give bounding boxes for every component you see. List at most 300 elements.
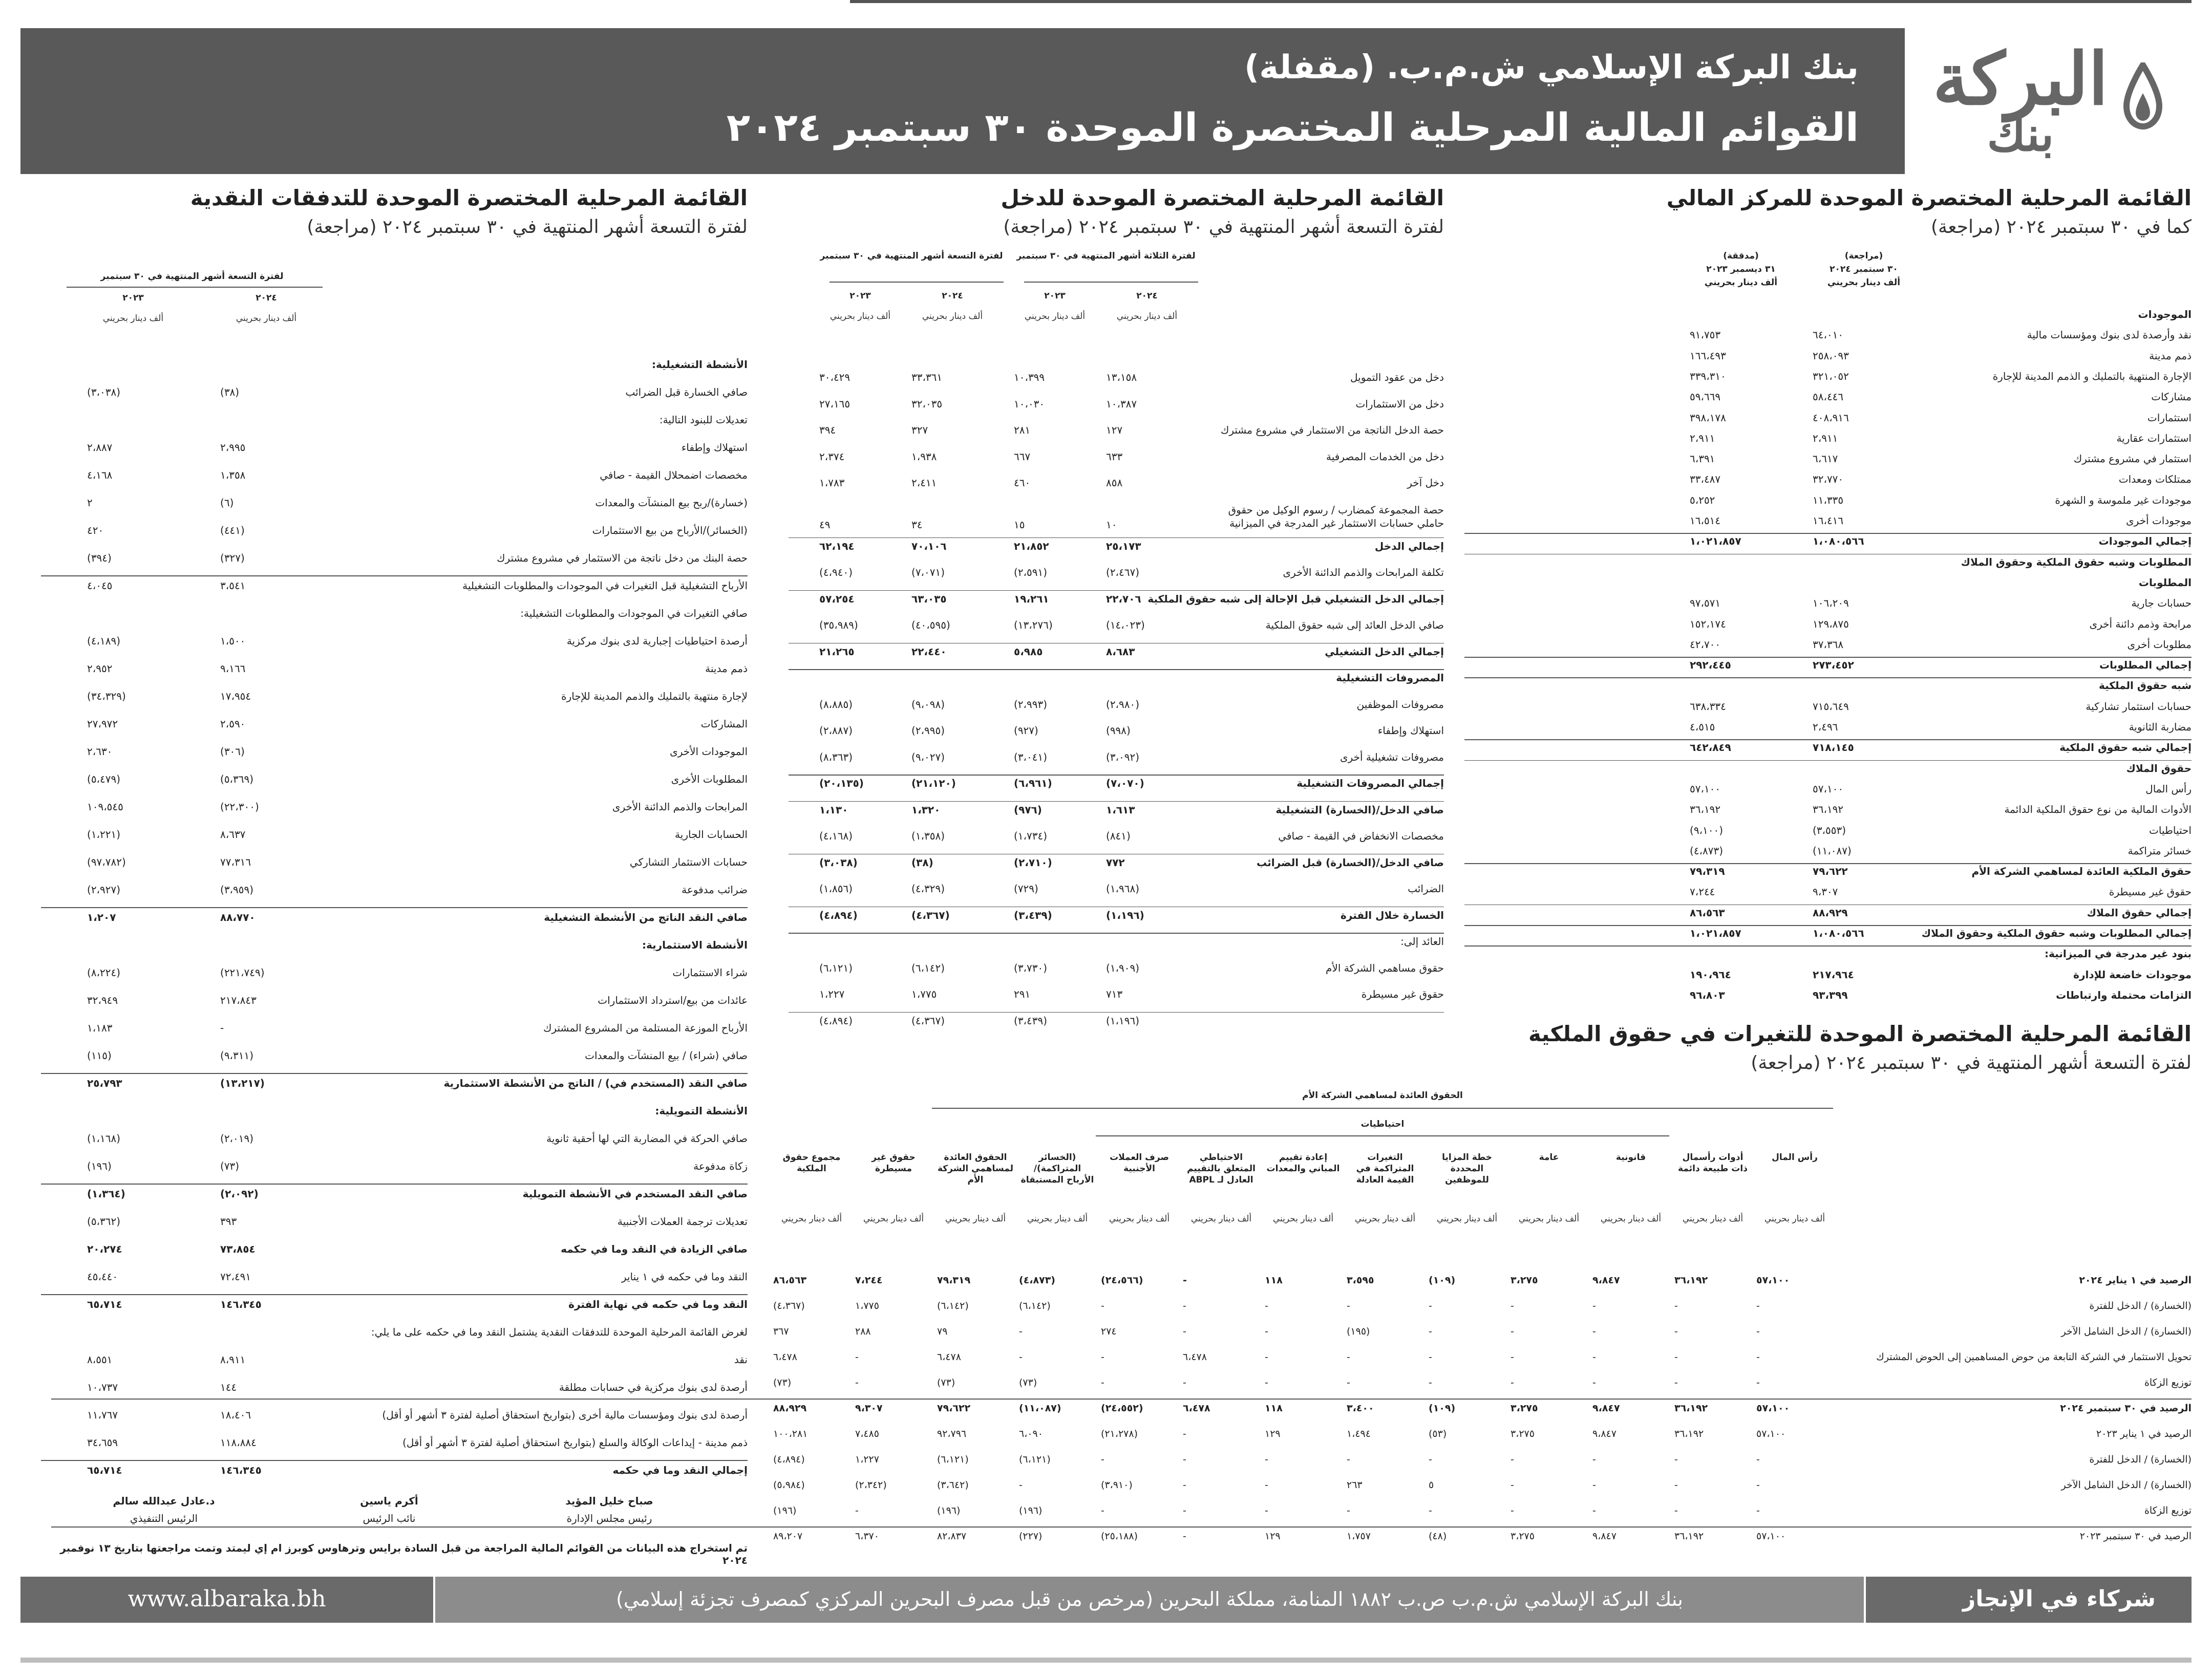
inc-row-label: إجمالي المصروفات التشغيلية: [1296, 777, 1444, 789]
eq-row-value: (٤٨): [1429, 1531, 1447, 1542]
cf-row-value-2024: ٩،١٦٦: [220, 662, 246, 675]
fp-row-value-2023: ٦٤٢،٨٤٩: [1690, 741, 1731, 754]
fp-row-value-2023: ٩١،٧٥٣: [1690, 329, 1721, 341]
cf-row-value-2024: ٣،٥٤١: [220, 579, 246, 592]
logo: [1905, 28, 2192, 174]
cf-row-value-2024: (٣٠٦): [220, 745, 245, 758]
cf-row-value-2023: ٤،٠٤٥: [87, 579, 113, 592]
eq-row-value: -: [1347, 1351, 1350, 1363]
cf-row-value-2024: (٣٢٧): [220, 552, 245, 564]
eq-row-label: الرصيد في ١ يناير ٢٠٢٣: [2096, 1428, 2192, 1439]
fp-row-value-2023: ٣٩٨،١٧٨: [1690, 411, 1726, 424]
footer-address: بنك البركة الإسلامي ش.م.ب ص.ب ١٨٨٢ المنامة، مملكة البحرين (مرخص من قبل مصرف البحرين المركزي كمصرف تجزئة إسلامي): [616, 1588, 1683, 1610]
fp-row-label: المطلوبات وشبه حقوق الملكية وحقوق الملاك: [1961, 555, 2192, 568]
fp-row-label: إجمالي المطلوبات وشبه حقوق الملكية وحقوق الملاك: [1921, 927, 2192, 939]
eq-col-unit: ألف دينار بحريني: [1764, 1214, 1825, 1224]
cf-row-value-2023: (٥،٣٦٢): [87, 1215, 121, 1228]
inc-row-value-1: ٦٣٣: [1106, 450, 1123, 463]
inc-row-label: دخل من الخدمات المصرفية: [1326, 450, 1444, 463]
eq-row-value: -: [1183, 1377, 1186, 1388]
eq-row-value: -: [1183, 1454, 1186, 1465]
inc-row-value-2: (٧٢٩): [1014, 883, 1038, 895]
fp-row-value-2023: ٤٢،٧٠٠: [1690, 638, 1721, 651]
eq-row-value: -: [1511, 1454, 1514, 1465]
fp-row-label: إجمالي شبه حقوق الملكية: [2059, 741, 2192, 754]
fp-row-label: إجمالي المطلوبات: [2099, 659, 2192, 672]
eq-row-label: (الخسارة) / الدخل الشامل الآخر: [2061, 1326, 2192, 1337]
fp-row-value-2024: ٩،٣٠٧: [1813, 886, 1838, 898]
eq-row-value: -: [1674, 1377, 1678, 1388]
eq-row-value: -: [1429, 1351, 1432, 1363]
eq-col-unit: ألف دينار بحريني: [1682, 1214, 1743, 1224]
fp-row-value-2023: ١،٠٢١،٨٥٧: [1690, 535, 1741, 548]
cf-row-label: أرصدة لدى بنوك مركزية في حسابات مطلقة: [559, 1381, 748, 1393]
eq-row-value: ٥: [1429, 1479, 1434, 1491]
inc-row-value-2: (١٣،٢٧٦): [1014, 619, 1053, 631]
eq-row-value: -: [855, 1377, 859, 1388]
cf-row-value-2024: ١٤٦،٣٤٥: [220, 1298, 262, 1310]
website-url[interactable]: www.albaraka.bh: [20, 1577, 435, 1623]
eq-row-value: ٣،٤٠٠: [1347, 1403, 1374, 1414]
page-header: [20, 28, 2192, 174]
cf-row-value-2023: ١٠،٧٣٧: [87, 1381, 118, 1393]
eq-row-value: ٧،٤٨٥: [855, 1428, 879, 1439]
cf-row-label: أرصدة لدى بنوك ومؤسسات مالية أخرى (بتواريخ استحقاق أصلية لفترة ٣ أشهر أو أقل): [382, 1409, 748, 1421]
cf-row-value-2023: (٩٧،٧٨٢): [87, 856, 126, 868]
inc-row-value-4: ٣٩٤: [819, 424, 836, 436]
inc-row-value-1: (١،٩٦٨): [1106, 883, 1140, 895]
eq-group-parent: الحقوق العائدة لمساهمي الشركة الأم: [1302, 1090, 1463, 1101]
cf-row-value-2024: (١٣،٢١٧): [220, 1077, 265, 1089]
eq-row-value: -: [1183, 1505, 1186, 1516]
eq-row-value: ١،٤٩٤: [1347, 1428, 1371, 1439]
cf-row-value-2024: ٨،٦٣٧: [220, 828, 246, 841]
inc-row-value-2: ٦٦٧: [1014, 450, 1031, 463]
inc-row-label: مصروفات الموظفين: [1356, 698, 1444, 711]
cf-row-value-2023: ٢٧،٩٧٢: [87, 718, 118, 730]
fp-row-value-2023: ٥،٢٥٢: [1690, 493, 1715, 506]
logo-text-sub: بنك: [1987, 106, 2054, 162]
eq-row-value: (٢٤،٥٥٢): [1101, 1403, 1143, 1414]
eq-row-value: -: [1674, 1326, 1678, 1337]
cf-row-value-2023: ٤٢٠: [87, 524, 104, 536]
fp-row-value-2024: ٥٨،٤٤٦: [1813, 391, 1844, 403]
cf-row-value-2023: (١،١٦٨): [87, 1132, 121, 1145]
eq-row-value: -: [1756, 1479, 1760, 1491]
eq-row-value: -: [1511, 1377, 1514, 1388]
eq-row-value: ٥٧،١٠٠: [1756, 1428, 1786, 1439]
eq-row-value: ٣،٢٧٥: [1511, 1531, 1535, 1542]
eq-row-value: ٥٧،١٠٠: [1756, 1403, 1790, 1414]
cf-row-label: الأنشطة الاستثمارية:: [642, 939, 748, 951]
eq-row-value: ٨٩،٢٠٧: [773, 1531, 803, 1542]
fp-row-label: خسائر متراكمة: [2128, 844, 2192, 857]
inc-row-value-3: ٣٢،٠٣٥: [911, 397, 943, 410]
fp-col2-status: (مدققة): [1723, 251, 1759, 261]
eq-row-value: -: [1183, 1531, 1186, 1542]
eq-row-value: -: [1183, 1275, 1187, 1286]
eq-row-value: -: [1674, 1300, 1678, 1312]
cf-row-value-2023: ٣٢،٩٤٩: [87, 994, 118, 1006]
cf-row-label: حصة البنك من دخل ناتجة من الاستثمار في مشروع مشترك: [497, 552, 748, 564]
cf-year-2023: ٢٠٢٣: [122, 293, 144, 303]
fp-row-value-2024: ١،٠٨٠،٥٦٦: [1813, 927, 1864, 939]
cf-unit-2023: ألف دينار بحريني: [102, 313, 164, 324]
fp-title: القائمة المرحلية المختصرة الموحدة للمركز المالي: [1666, 185, 2192, 210]
cf-row-label: عائدات من بيع/استرداد الاستثمارات: [598, 994, 748, 1006]
eq-col-header: صرف العملات الأجنبية: [1110, 1152, 1169, 1174]
cf-row-label: صافي التغيرات في الموجودات والمطلوبات التشغيلية:: [520, 607, 748, 619]
signatory-role: الرئيس التنفيذي: [130, 1512, 198, 1524]
inc-row-value-3: (٤،٣٢٩): [911, 883, 945, 895]
cf-row-label: صافي النقد الناتج من الأنشطة التشغيلية: [544, 911, 748, 923]
cf-row-value-2024: ١،٣٥٨: [220, 469, 246, 481]
eq-col-unit: ألف دينار بحريني: [945, 1214, 1006, 1224]
cf-row-rule: [41, 907, 748, 908]
cf-row-label: الأرباح الموزعة المستلمة من المشروع المشترك: [543, 1022, 748, 1034]
eq-row-value: (٦،١٢١): [1019, 1454, 1051, 1465]
eq-row-value: -: [1265, 1454, 1268, 1465]
eq-row-value: (١٩٦): [773, 1505, 797, 1516]
fp-row-value-2023: ٩٧،٥٧١: [1690, 597, 1721, 610]
fp-row-value-2023: ٥٧،١٠٠: [1690, 782, 1721, 795]
inc-row-value-4: (٣٥،٩٨٩): [819, 619, 858, 631]
eq-row-value: -: [1101, 1351, 1104, 1363]
eq-row-value: ٣٦،١٩٢: [1674, 1428, 1704, 1439]
eq-row-value: ٥٧،١٠٠: [1756, 1531, 1786, 1542]
inc-row-value-4: (٤،٨٩٤): [819, 909, 858, 921]
cf-row-value-2023: ٢: [87, 497, 93, 509]
cf-unit-2024: ألف دينار بحريني: [236, 313, 297, 324]
fp-row-rule: [1464, 863, 2192, 864]
inc-row-value-1: (٩٩٨): [1106, 724, 1131, 737]
fp-row-value-2023: ٧٩،٣١٩: [1690, 865, 1725, 878]
inc-row-value-4: ١،٢٢٧: [819, 988, 845, 1000]
cf-row-label: مخصصات اضمحلال القيمة - صافي: [600, 469, 748, 481]
cf-row-label: شراء الاستثمارات: [672, 966, 748, 979]
inc-row-rule: [789, 590, 1444, 591]
equity-changes-table: [51, 1090, 2192, 1551]
cf-row-value-2024: ١٤٦،٣٤٥: [220, 1464, 262, 1476]
inc-row-value-3: (٤،٣٦٧): [911, 909, 950, 921]
cf-row-value-2024: (٥،٣٦٩): [220, 773, 254, 785]
inc-row-label: العائد إلى:: [1400, 935, 1444, 948]
fp-row-label: استثمار في مشروع مشترك: [2073, 453, 2192, 465]
cf-row-label: صافي النقد المستخدم في الأنشطة التمويلية: [522, 1188, 748, 1200]
eq-row-value: -: [1756, 1351, 1760, 1363]
fp-row-label: موجودات غير ملموسة و الشهرة: [2055, 493, 2192, 506]
inc-row-rule: [789, 854, 1444, 855]
cf-subtitle: لفترة التسعة أشهر المنتهية في ٣٠ سبتمبر ٢٠٢٤ (مراجعة): [307, 217, 748, 238]
eq-row-value: -: [1265, 1377, 1268, 1388]
eq-col-unit: ألف دينار بحريني: [863, 1214, 924, 1224]
cf-row-label: أرصدة احتياطيات إجبارية لدى بنوك مركزية: [566, 635, 748, 647]
eq-row-value: -: [1756, 1505, 1760, 1516]
eq-row-label: توزيع الزكاة: [2144, 1377, 2192, 1388]
eq-row-value: ٨٨،٩٢٩: [773, 1403, 807, 1414]
cf-row-value-2024: -: [220, 1022, 224, 1034]
eq-row-value: ٩،٨٤٧: [1592, 1403, 1620, 1414]
eq-row-value: -: [1674, 1505, 1678, 1516]
cf-row-value-2023: ٢٠،٢٧٤: [87, 1243, 122, 1255]
eq-subtitle: لفترة التسعة أشهر المنتهية في ٣٠ سبتمبر ٢٠٢٤ (مراجعة): [1751, 1052, 2192, 1073]
cf-row-value-2023: ٨،٥٥١: [87, 1353, 113, 1366]
inc-row-rule: [789, 669, 1444, 670]
inc-row-label: استهلاك وإطفاء: [1377, 724, 1444, 737]
inc-group-3m: لفترة الثلاثة أشهر المنتهية في ٣٠ سبتمبر: [1016, 251, 1196, 261]
inc-row-value-4: (٤،٩٤٠): [819, 566, 853, 578]
signatory-name: أكرم ياسين: [360, 1495, 418, 1507]
eq-row-value: ٩،٣٠٧: [855, 1403, 883, 1414]
fp-row-label: مضاربة الثانوية: [2129, 721, 2192, 733]
inc-row-value-4: ٢،٣٧٤: [819, 450, 845, 463]
signatory-name: صباح خليل المؤيد: [565, 1495, 653, 1507]
page-footer: [20, 1577, 2192, 1623]
eq-row-value: -: [1674, 1479, 1678, 1491]
inc-row-value-2: ١٠،٠٣٠: [1014, 397, 1045, 410]
eq-row-value: (٥٣): [1429, 1428, 1447, 1439]
eq-row-value: ٦،٤٧٨: [773, 1351, 797, 1363]
eq-row-value: (٢١،٢٧٨): [1101, 1428, 1138, 1439]
inc-row-value-4: (٤،٨٩٤): [819, 1014, 853, 1027]
inc-row-value-2: (٣،٠٤١): [1014, 750, 1048, 763]
eq-row-value: -: [1183, 1326, 1186, 1337]
cf-row-label: نقد: [734, 1353, 748, 1366]
cf-row-value-2024: (٢،٠١٩): [220, 1132, 254, 1145]
inc-row-label: الخسارة خلال الفترة: [1340, 909, 1444, 921]
cf-row-value-2023: ٢،٨٨٧: [87, 441, 113, 454]
inc-row-label: إجمالي الدخل التشغيلي قبل الإحالة إلى شبه حقوق الملكية: [1147, 592, 1444, 605]
inc-row-value-3: ٢٢،٤٤٠: [911, 645, 947, 658]
cf-row-value-2023: ١٠٩،٥٤٥: [87, 801, 123, 813]
cf-row-value-2024: (٢٢،٣٠٠): [220, 801, 259, 813]
eq-row-value: -: [1101, 1377, 1104, 1388]
inc-year-4: ٢٠٢٣: [849, 291, 871, 301]
eq-row-value: -: [1019, 1326, 1023, 1337]
eq-row-rule: [51, 1526, 2192, 1528]
eq-col-header: (الخسائر المتراكمة)/ الأرباح المستبقاة: [1020, 1152, 1094, 1185]
fp-row-value-2024: (١١،٠٨٧): [1813, 844, 1852, 857]
fp-row-label: نقد وأرصدة لدى بنوك ومؤسسات مالية: [2027, 329, 2192, 341]
fp-row-value-2023: ١٩٠،٩٦٤: [1690, 968, 1731, 981]
inc-row-value-3: ١،٧٧٥: [911, 988, 937, 1000]
eq-row-value: -: [1511, 1326, 1514, 1337]
fp-row-value-2024: ٣٧،٣٦٨: [1813, 638, 1844, 651]
eq-col-unit: ألف دينار بحريني: [1600, 1214, 1662, 1224]
cf-row-label: تعديلات للبنود التالية:: [659, 414, 748, 426]
cf-row-value-2024: (٢٢١،٧٤٩): [220, 966, 265, 979]
cf-row-label: الأنشطة التشغيلية:: [652, 358, 748, 371]
fp-row-value-2024: ١٠٦،٢٠٩: [1813, 597, 1849, 610]
cf-row-value-2024: ١٤٤: [220, 1381, 237, 1393]
fp-row-value-2023: ٣٣،٤٨٧: [1690, 473, 1721, 486]
inc-row-label: حقوق غير مسيطرة: [1361, 988, 1444, 1000]
inc-row-value-2: ٥،٩٨٥: [1014, 645, 1043, 658]
eq-row-value: (٢٢٧): [1019, 1531, 1043, 1542]
eq-row-value: -: [1592, 1454, 1596, 1465]
financial-position-table: [1464, 251, 2192, 1008]
cf-row-value-2024: ٢١٧،٨٤٣: [220, 994, 257, 1006]
eq-row-value: -: [1101, 1505, 1104, 1516]
eq-row-value: (٦،١٤٢): [1019, 1300, 1051, 1312]
eq-row-value: -: [855, 1505, 859, 1516]
fp-row-value-2024: ٣٢،٧٧٠: [1813, 473, 1844, 486]
cf-row-label: زكاة مدفوعة: [693, 1160, 748, 1172]
eq-row-value: (٦،١٤٢): [937, 1300, 969, 1312]
cf-row-label: النقد وما في حكمه في نهاية الفترة: [568, 1298, 748, 1310]
fp-row-rule: [1464, 945, 2192, 947]
fp-row-label: استثمارات عقارية: [2116, 432, 2192, 444]
eq-row-value: -: [1592, 1479, 1596, 1491]
cf-row-value-2023: ٤،١٦٨: [87, 469, 113, 481]
inc-row-label: حصة الدخل الناتجة من الاستثمار في مشروع مشترك: [1220, 424, 1444, 436]
inc-row-value-3: (٣٨): [911, 856, 933, 869]
fp-col2-date: ٣١ ديسمبر ٢٠٢٣: [1706, 264, 1776, 274]
cf-row-value-2023: ٣٤،٦٥٩: [87, 1436, 118, 1449]
fp-row-value-2023: ٤،٥١٥: [1690, 721, 1715, 733]
eq-row-label: تحويل الاستثمار في الشركة التابعة من حوض المساهمين إلى الحوض المشترك: [1876, 1351, 2192, 1363]
eq-row-value: -: [1674, 1454, 1678, 1465]
cf-row-value-2024: ١١٨،٨٨٤: [220, 1436, 257, 1449]
fp-row-label: حقوق الملكية العائدة لمساهمي الشركة الأم: [1971, 865, 2192, 878]
eq-col-header: قانونية: [1615, 1152, 1646, 1163]
fp-row-rule: [1464, 905, 2192, 906]
eq-col-unit: ألف دينار بحريني: [1436, 1214, 1498, 1224]
inc-row-value-4: (٢٠،١٣٥): [819, 777, 864, 789]
eq-row-value: -: [1429, 1505, 1432, 1516]
cf-title: القائمة المرحلية المختصرة الموحدة للتدفقات النقدية: [190, 185, 748, 210]
eq-row-value: -: [1592, 1505, 1596, 1516]
cf-row-value-2023: (٣،٠٣٨): [87, 386, 121, 398]
eq-row-value: ٣،٢٧٥: [1511, 1403, 1538, 1414]
eq-row-label: توزيع الزكاة: [2144, 1505, 2192, 1516]
eq-row-value: (٤،٨٧٣): [1019, 1275, 1055, 1286]
inc-subtitle: لفترة التسعة أشهر المنتهية في ٣٠ سبتمبر ٢٠٢٤ (مراجعة): [1003, 217, 1444, 238]
inc-row-label: حصة المجموعة كمضارب / رسوم الوكيل من حقوق حاملي حسابات الاستثمار غير المدرجة في الميزانية: [1228, 503, 1444, 529]
inc-year-1: ٢٠٢٤: [1136, 291, 1158, 301]
inc-row-value-3: (٦،١٤٢): [911, 961, 945, 974]
audit-note: تم استخراج هذه البيانات من القوائم المالية المراجعة من قبل السادة برايس وترهاوس كوبرز ام إي ليمتد وتمت مراجعتها بتاريخ ١٣ نوفمبر ٢٠٢٤: [60, 1542, 748, 1566]
eq-row-value: -: [1511, 1351, 1514, 1363]
eq-row-value: -: [1265, 1326, 1268, 1337]
fp-col1-date: ٣٠ سبتمبر ٢٠٢٤: [1830, 264, 1898, 274]
eq-row-value: ٩،٨٤٧: [1592, 1531, 1617, 1542]
fp-row-label: إجمالي حقوق الملاك: [2087, 906, 2192, 919]
inc-row-value-1: ٢٢،٧٠٦: [1106, 592, 1141, 605]
cf-row-label: (الخسائر)/الأرباح من بيع الاستثمارات: [592, 524, 748, 536]
eq-row-value: ٣،٢٧٥: [1511, 1275, 1538, 1286]
inc-row-value-3: (٤٠،٥٩٥): [911, 619, 950, 631]
eq-title-block: [768, 1021, 2192, 1073]
inc-row-value-3: ٣٣،٣٦١: [911, 371, 943, 383]
inc-unit-1: ألف دينار بحريني: [1116, 311, 1178, 321]
eq-row-value: (٢،٣٤٢): [855, 1479, 887, 1491]
cf-row-value-2024: ١،٥٠٠: [220, 635, 246, 647]
eq-row-value: ٨٦،٥٦٣: [773, 1275, 807, 1286]
fp-row-rule: [1464, 554, 2192, 555]
fp-col1-status: (مراجعة): [1844, 251, 1883, 261]
cf-row-value-2024: ٣٩٣: [220, 1215, 237, 1228]
eq-row-value: ٧٩،٦٢٢: [937, 1403, 971, 1414]
inc-row-value-1: (٢،٩٨٠): [1106, 698, 1140, 711]
eq-group-reserves-rule: [1096, 1135, 1669, 1136]
eq-row-value: ٩٢،٧٩٦: [937, 1428, 967, 1439]
cf-row-label: تعديلات ترجمة العملات الأجنبية: [617, 1215, 748, 1228]
inc-row-value-4: (٨،٣٦٣): [819, 750, 853, 763]
eq-title: القائمة المرحلية المختصرة الموحدة للتغيرات في حقوق الملكية: [1528, 1021, 2192, 1046]
main-title: القوائم المالية المرحلية المختصرة الموحدة ٣٠ سبتمبر ٢٠٢٤: [726, 104, 1859, 150]
fp-row-value-2023: ٦،٣٩١: [1690, 453, 1715, 465]
fp-row-value-2023: ١٦،٥١٤: [1690, 514, 1721, 527]
inc-year-3: ٢٠٢٤: [942, 291, 963, 301]
cf-row-label: الأرباح التشغيلية قبل التغيرات في الموجودات والمطلوبات التشغيلية: [462, 579, 748, 592]
top-rule: [850, 0, 2192, 3]
eq-row-value: ١،٢٢٧: [855, 1454, 879, 1465]
eq-row-value: (٧٣): [937, 1377, 955, 1388]
inc-row-value-3: ٢،٤١١: [911, 477, 937, 489]
inc-row-value-1: ١،٦١٣: [1106, 803, 1135, 816]
eq-row-value: (١٠٩): [1429, 1275, 1456, 1286]
eq-row-value: -: [1347, 1377, 1350, 1388]
inc-row-label: إجمالي الدخل: [1374, 540, 1444, 552]
inc-row-value-2: (٦،٩٦١): [1014, 777, 1052, 789]
inc-row-rule: [789, 1012, 1444, 1013]
eq-row-value: -: [1756, 1454, 1760, 1465]
eq-row-value: -: [1511, 1505, 1514, 1516]
fp-row-value-2024: ٧١٥،٦٤٩: [1813, 700, 1849, 713]
eq-row-value: (١٩٥): [1347, 1326, 1370, 1337]
cf-row-label: المطلوبات الأخرى: [671, 773, 748, 785]
cf-row-value-2023: ٢،٩٥٢: [87, 662, 113, 675]
cf-row-value-2023: (٣٤،٣٢٩): [87, 690, 126, 702]
eq-row-value: ٧٩: [937, 1326, 948, 1337]
eq-row-value: -: [1265, 1505, 1268, 1516]
inc-unit-4: ألف دينار بحريني: [830, 311, 891, 321]
inc-row-value-1: ٧١٣: [1106, 988, 1123, 1000]
fp-row-label: رأس المال: [2145, 782, 2192, 795]
inc-row-value-3: (٢،٩٩٥): [911, 724, 945, 737]
inc-row-value-1: ١٠: [1106, 518, 1117, 531]
eq-row-value: ٣٦،١٩٢: [1674, 1403, 1708, 1414]
inc-row-label: صافي الدخل العائد إلى شبه حقوق الملكية: [1265, 619, 1444, 631]
fp-row-value-2023: (٩،١٠٠): [1690, 824, 1724, 836]
inc-row-value-3: (٩،٠٩٨): [911, 698, 945, 711]
eq-row-value: -: [1429, 1326, 1432, 1337]
cf-row-rule: [41, 1073, 748, 1074]
eq-row-value: (٣،٦٤٢): [937, 1479, 969, 1491]
eq-col-header: أدوات رأسمال ذات طبيعة دائمة: [1678, 1152, 1748, 1174]
fp-row-label: التزامات محتملة وارتباطات: [2056, 988, 2192, 1001]
eq-col-header: حقوق غير مسيطرة: [871, 1152, 916, 1174]
inc-row-value-2: ١٥: [1014, 518, 1025, 531]
inc-row-value-2: ١٩،٢٦١: [1014, 592, 1049, 605]
inc-row-value-2: ٢٩١: [1014, 988, 1031, 1000]
cf-row-value-2023: (٥،٤٧٩): [87, 773, 121, 785]
fp-row-value-2023: ٥٩،٦٦٩: [1690, 391, 1721, 403]
inc-row-value-1: ١٢٧: [1106, 424, 1123, 436]
inc-row-value-4: (٢،٨٨٧): [819, 724, 853, 737]
fp-row-label: الإجارة المنتهية بالتمليك و الذمم المدينة للإجارة: [1992, 370, 2192, 382]
cf-row-value-2024: ٢،٩٩٥: [220, 441, 246, 454]
fp-title-block: [1464, 185, 2192, 238]
eq-row-value: ٣،٥٩٥: [1347, 1275, 1374, 1286]
eq-row-value: -: [1101, 1454, 1104, 1465]
eq-row-value: -: [1756, 1377, 1760, 1388]
cf-row-value-2023: ٢،٦٣٠: [87, 745, 113, 758]
cf-row-value-2024: (٢،٠٩٢): [220, 1188, 259, 1200]
fp-row-label: مطلوبات أخرى: [2127, 638, 2192, 651]
inc-row-value-1: (٨٤١): [1106, 830, 1131, 842]
